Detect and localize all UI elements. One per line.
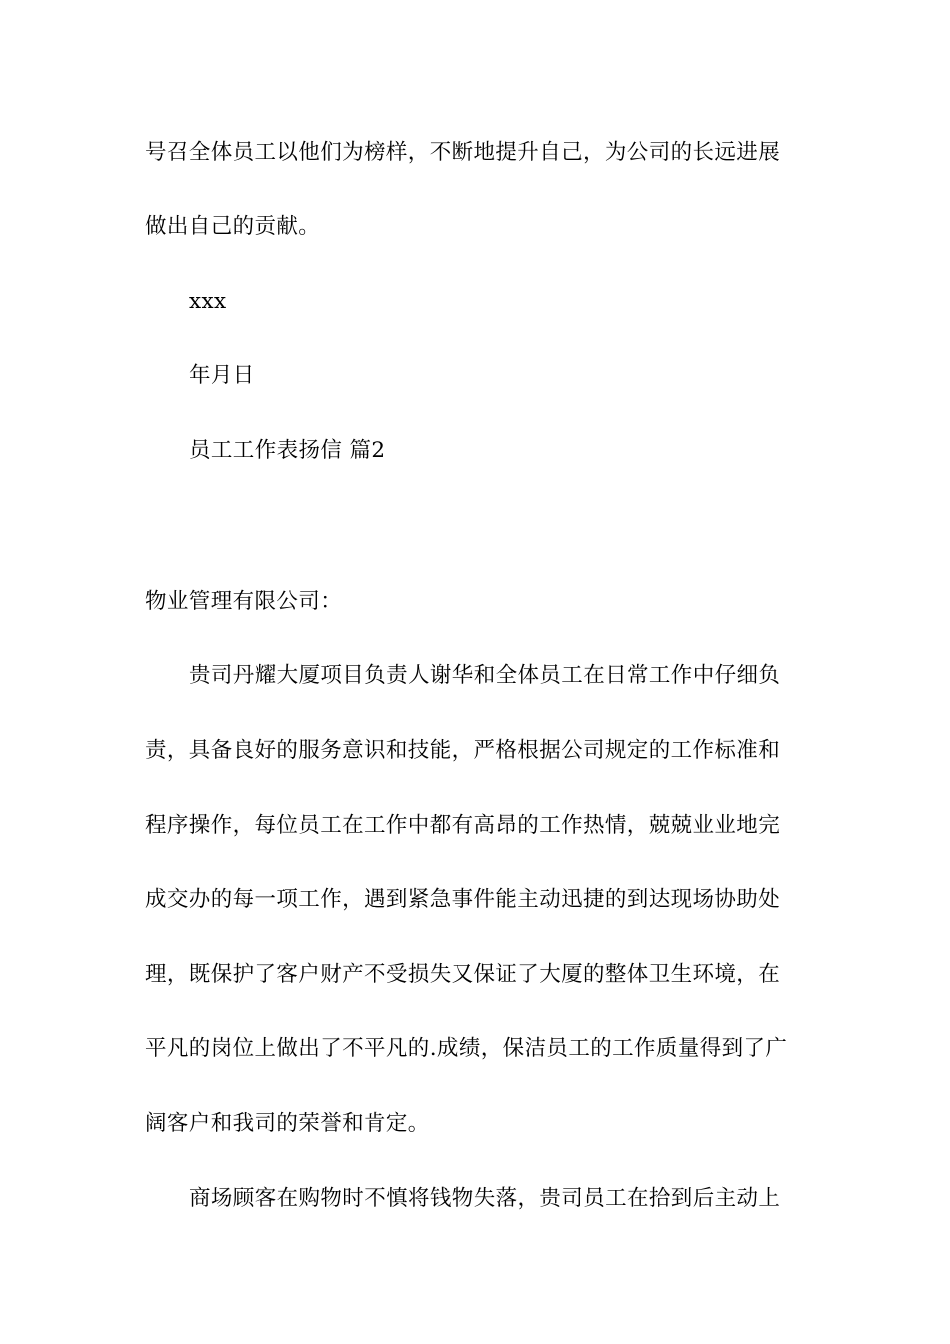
paragraph-line: 理，既保护了客户财产不受损失又保证了大厦的整体卫生环境，在 <box>145 962 781 987</box>
paragraph-line: 做出自己的贡献。 <box>145 214 321 239</box>
paragraph-line: 责，具备良好的服务意识和技能，严格根据公司规定的工作标准和 <box>145 738 781 763</box>
paragraph-line: 平凡的岗位上做出了不平凡的.成绩，保洁员工的工作质量得到了广 <box>145 1036 788 1061</box>
paragraph-line: 成交办的每一项工作，遇到紧急事件能主动迅捷的到达现场协助处 <box>145 887 781 912</box>
section-heading: 员工工作表扬信 篇2 <box>189 438 386 463</box>
letter-salutation: 物业管理有限公司： <box>145 589 343 614</box>
paragraph-line: 程序操作，每位员工在工作中都有高昂的工作热情，兢兢业业地完 <box>145 813 781 838</box>
paragraph-line: 贵司丹耀大厦项目负责人谢华和全体员工在日常工作中仔细负 <box>189 663 781 688</box>
signature-name: xxx <box>189 289 227 314</box>
signature-date: 年月日 <box>189 363 255 388</box>
paragraph-line: 商场顾客在购物时不慎将钱物失落，贵司员工在拾到后主动上 <box>189 1186 781 1211</box>
paragraph-line: 阔客户和我司的荣誉和肯定。 <box>145 1111 430 1136</box>
paragraph-line: 号召全体员工以他们为榜样，不断地提升自己，为公司的长远进展 <box>145 140 781 165</box>
